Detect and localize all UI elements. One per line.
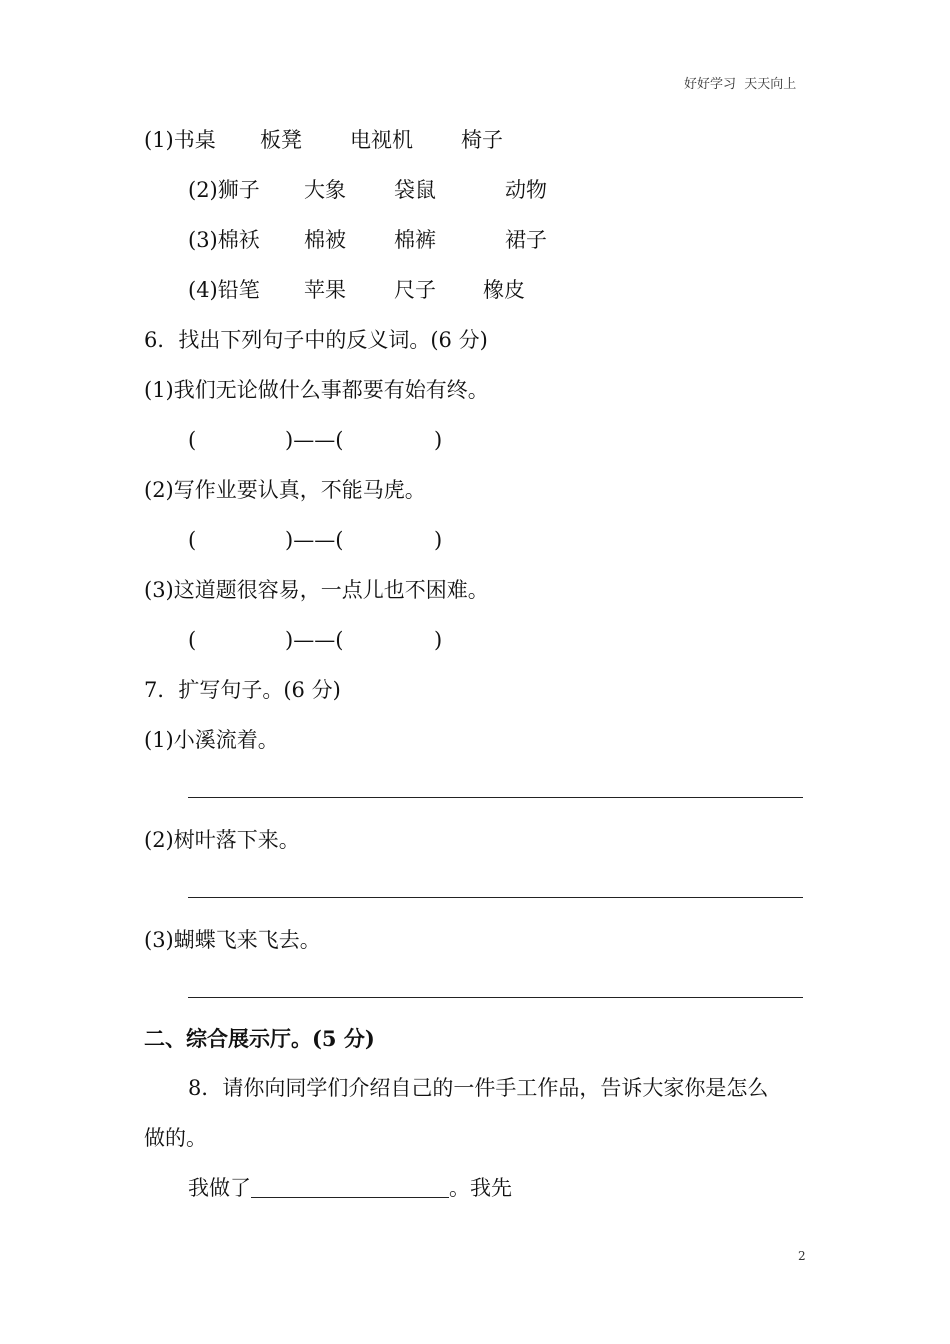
q7-item-1-answer-line[interactable]: [188, 797, 803, 798]
classify-row-4-word-4: 橡皮: [483, 278, 525, 302]
page-number: 2: [798, 1249, 806, 1263]
q7-item-2: (2)树叶落下来。: [144, 828, 300, 852]
q8-prompt-line-1: 8．请你向同学们介绍自己的一件手工作品，告诉大家你是怎么: [188, 1076, 769, 1100]
q6-item-1: (1)我们无论做什么事都要有始有终。: [144, 378, 489, 402]
q7-title: 7．扩写句子。(6 分): [144, 678, 341, 702]
classify-row-1-word-3: 电视机: [350, 128, 413, 152]
classify-row-1-word-2: 板凳: [260, 128, 302, 152]
q7-item-2-answer-line[interactable]: [188, 897, 803, 898]
header-motto: 好好学习 天天向上: [684, 77, 797, 92]
q6-item-3-blank-right: ): [434, 628, 443, 652]
section-2-title: 二、综合展示厅。(5 分): [144, 1026, 375, 1051]
classify-row-3-word-1: (3)棉袄: [188, 228, 260, 252]
classify-row-3-word-2: 棉被: [304, 228, 346, 252]
classify-row-4-word-3: 尺子: [394, 278, 436, 302]
classify-row-2-word-2: 大象: [304, 178, 346, 202]
q8-prompt-line-2: 做的。: [144, 1126, 207, 1150]
q7-item-1: (1)小溪流着。: [144, 728, 279, 752]
q6-item-3-blank-mid[interactable]: )——(: [285, 628, 344, 652]
classify-row-3-word-4: 裙子: [505, 228, 547, 252]
q6-item-3: (3)这道题很容易，一点儿也不困难。: [144, 578, 489, 602]
q8-suffix: 。我先: [449, 1176, 512, 1200]
classify-row-2-word-3: 袋鼠: [394, 178, 436, 202]
classify-row-1-word-4: 椅子: [461, 128, 503, 152]
q7-item-3-answer-line[interactable]: [188, 997, 803, 998]
q6-item-1-blank-right: ): [434, 428, 443, 452]
q8-answer-line: [188, 1175, 512, 1201]
classify-row-1-word-1: (1)书桌: [144, 128, 216, 152]
classify-row-4-word-2: 苹果: [304, 278, 346, 302]
q6-item-2-blank-right: ): [434, 528, 443, 552]
q6-item-2-blank-left[interactable]: (: [188, 528, 197, 552]
q6-item-1-blank-mid[interactable]: )——(: [285, 428, 344, 452]
q8-prefix: 我做了: [188, 1176, 251, 1200]
classify-row-2-word-1: (2)狮子: [188, 178, 260, 202]
q6-item-2: (2)写作业要认真，不能马虎。: [144, 478, 426, 502]
q6-item-3-blank-left[interactable]: (: [188, 628, 197, 652]
classify-row-3-word-3: 棉裤: [394, 228, 436, 252]
q8-blank[interactable]: [251, 1175, 449, 1198]
q7-item-3: (3)蝴蝶飞来飞去。: [144, 928, 321, 952]
q6-item-2-blank-mid[interactable]: )——(: [285, 528, 344, 552]
q6-item-1-blank-left[interactable]: (: [188, 428, 197, 452]
classify-row-4-word-1: (4)铅笔: [188, 278, 260, 302]
classify-row-2-word-4: 动物: [505, 178, 547, 202]
q6-title: 6．找出下列句子中的反义词。(6 分): [144, 328, 488, 352]
